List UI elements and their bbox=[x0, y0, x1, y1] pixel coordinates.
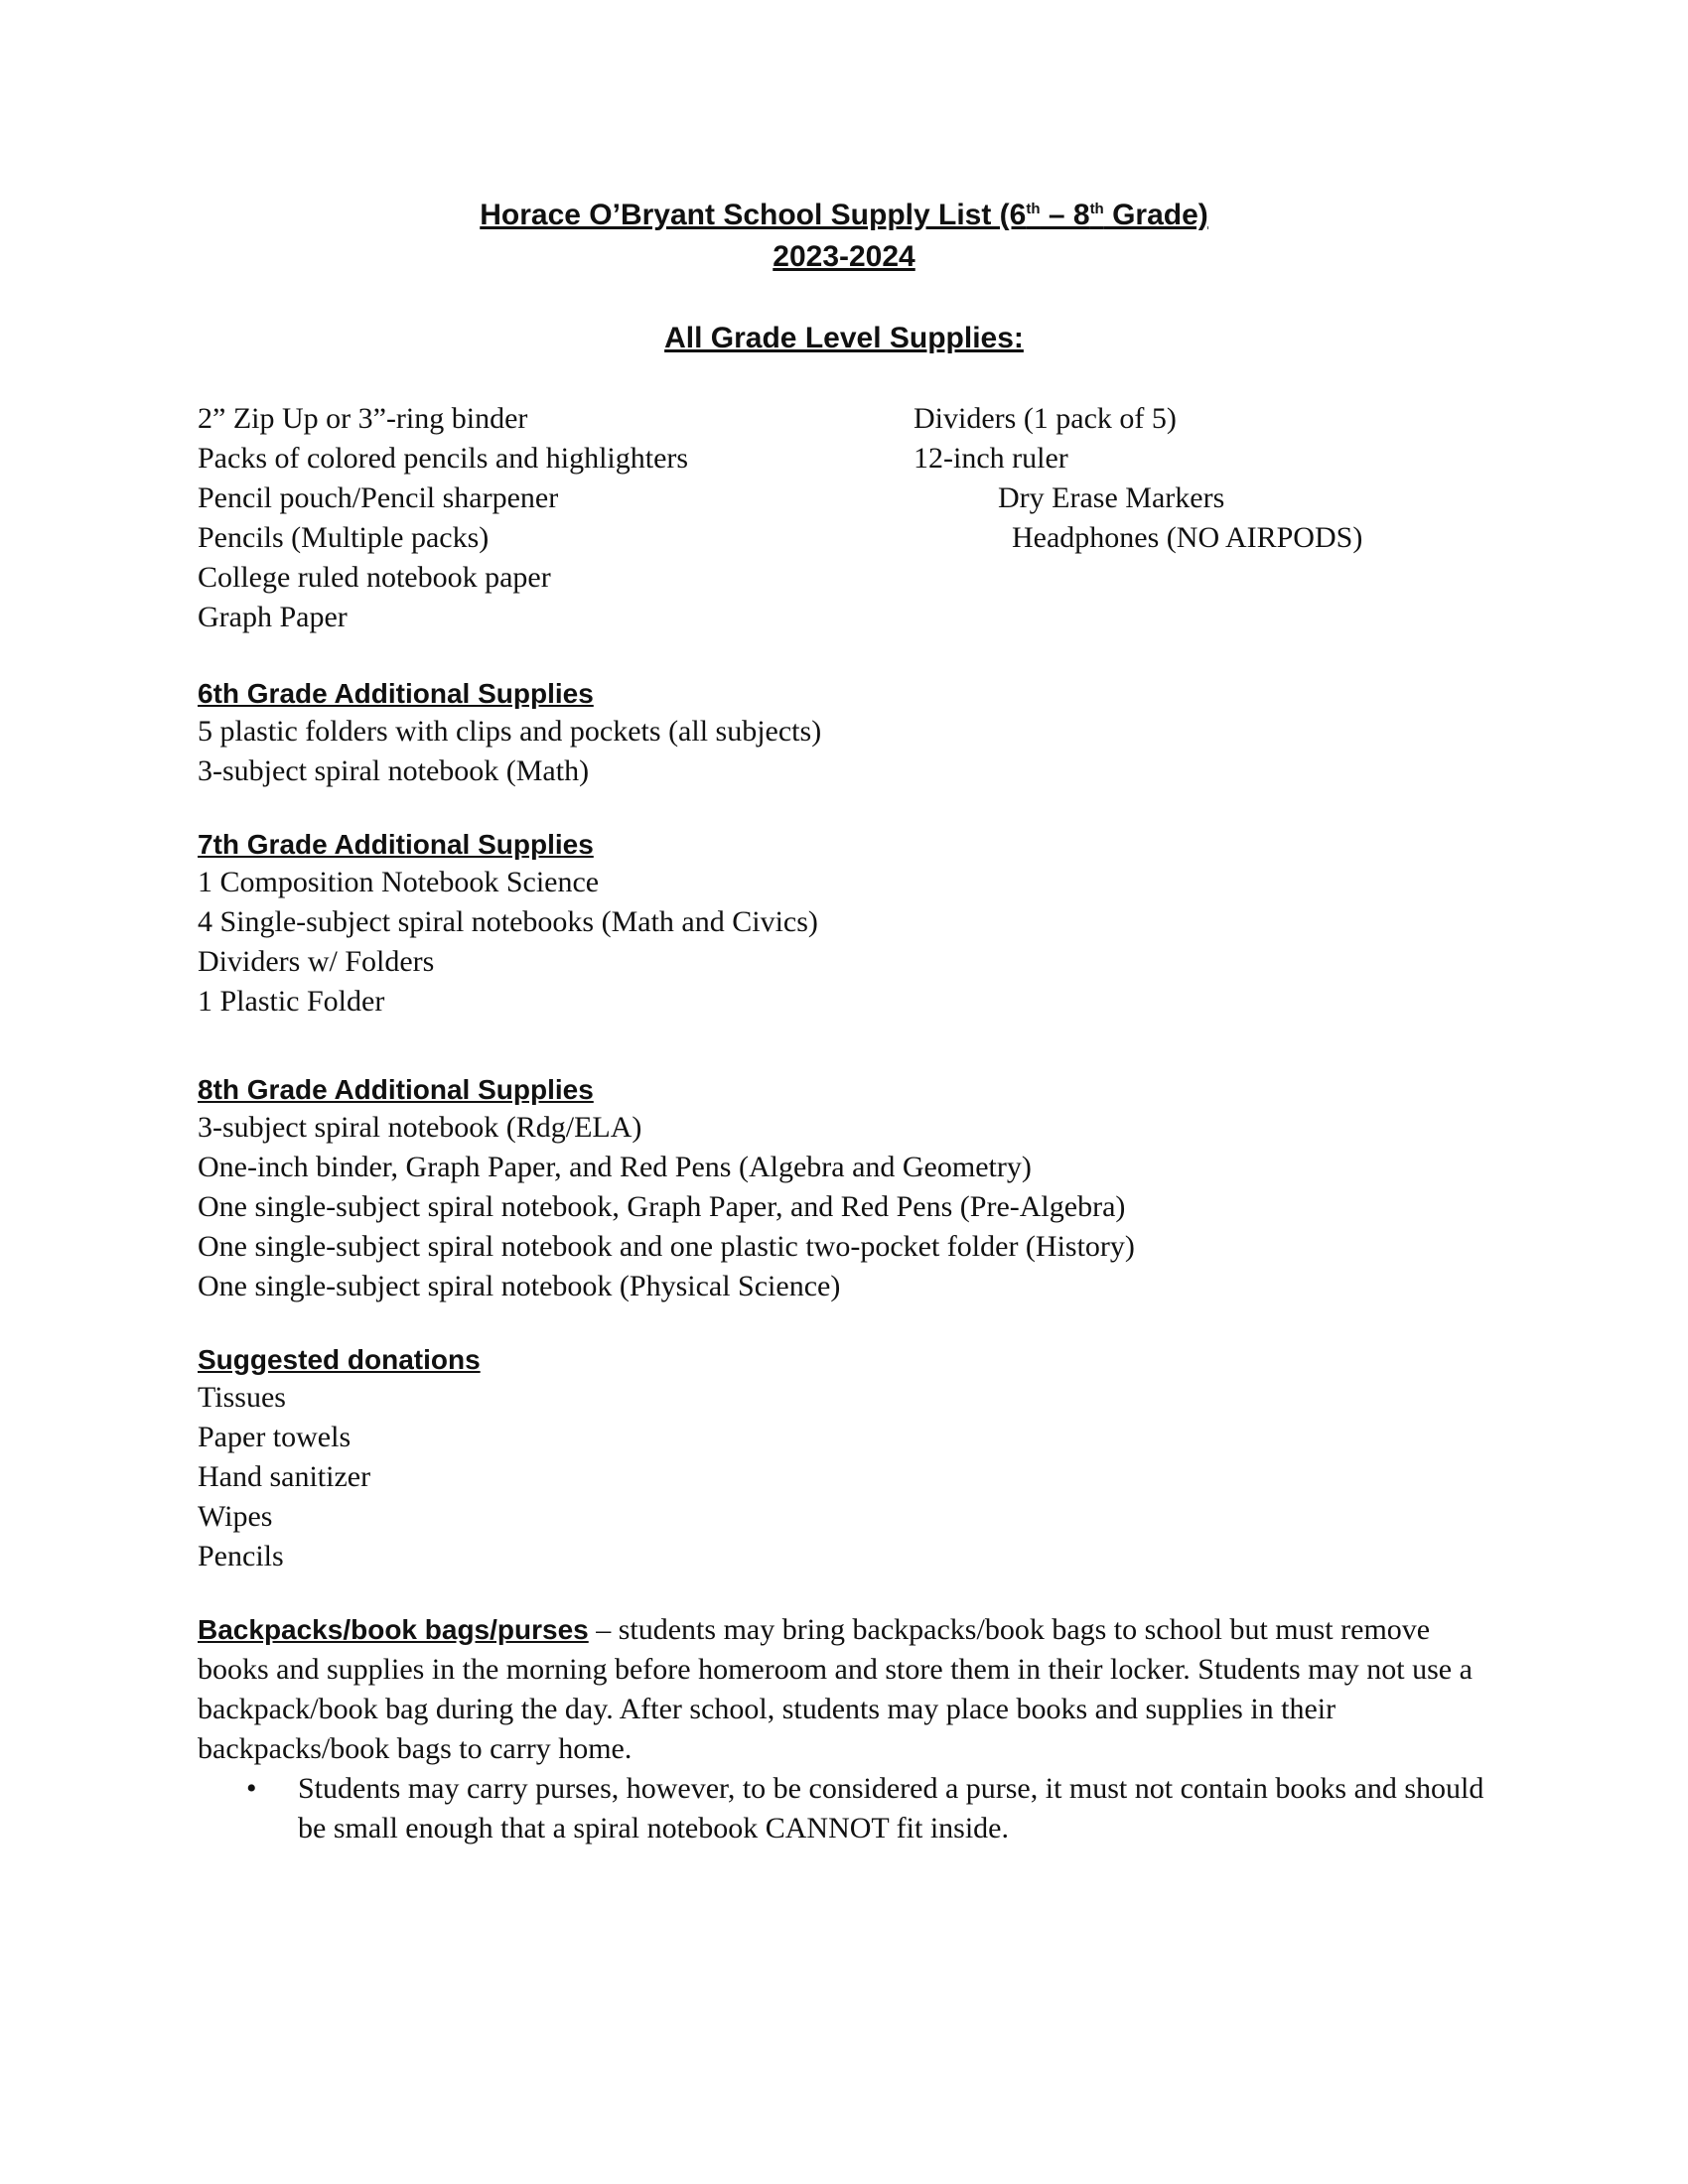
title-suffix: Grade) bbox=[1103, 199, 1208, 231]
all-grades-right-item: Dry Erase Markers bbox=[998, 481, 1225, 514]
title-sup-2: th bbox=[1089, 201, 1104, 217]
list-item: 1 Composition Notebook Science bbox=[198, 866, 600, 898]
list-item: Wipes bbox=[198, 1500, 273, 1533]
list-item: Paper towels bbox=[198, 1421, 352, 1453]
list-item: One single-subject spiral notebook (Physical Science) bbox=[198, 1270, 841, 1302]
donations-list bbox=[198, 1378, 370, 1576]
list-item: One single-subject spiral notebook, Graph Paper, and Red Pens (Pre-Algebra) bbox=[198, 1190, 1126, 1223]
list-item: 5 plastic folders with clips and pockets (all subjects) bbox=[198, 715, 822, 748]
grade7-heading: 7th Grade Additional Supplies bbox=[198, 829, 594, 860]
all-grades-right-item: Headphones (NO AIRPODS) bbox=[1012, 521, 1363, 554]
list-item: One-inch binder, Graph Paper, and Red Pens (Algebra and Geometry) bbox=[198, 1151, 1032, 1183]
all-grades-right-item: Dividers (1 pack of 5) bbox=[914, 402, 1177, 435]
all-grades-left-item: Pencil pouch/Pencil sharpener bbox=[198, 481, 559, 514]
title-mid: – 8 bbox=[1040, 199, 1090, 231]
list-item: Dividers w/ Folders bbox=[198, 945, 435, 978]
list-item: 3-subject spiral notebook (Math) bbox=[198, 754, 590, 787]
backpacks-paragraph bbox=[198, 1610, 1498, 1769]
purse-bullet-text: Students may carry purses, however, to be considered a purse, it must not contain books and should be small enough that a spiral notebook CANNOT fit inside. bbox=[298, 1772, 1484, 1844]
grade6-heading: 6th Grade Additional Supplies bbox=[198, 678, 594, 709]
all-grades-left-item: Packs of colored pencils and highlighters bbox=[198, 442, 689, 475]
all-grades-left-item: Pencils (Multiple packs) bbox=[198, 521, 490, 554]
all-grades-left-item: Graph Paper bbox=[198, 601, 348, 633]
backpacks-text: – students may bring backpacks/book bags to school but must remove books and supplies in the morning before homeroom and store them in their locker. Students may not use a backpack/book bag during the day. After school, students may place books and supplies in their backpacks/book bags to carry home. bbox=[198, 1613, 1473, 1765]
grade8-heading: 8th Grade Additional Supplies bbox=[198, 1074, 594, 1105]
school-year: 2023-2024 bbox=[773, 240, 915, 273]
all-grades-heading: All Grade Level Supplies: bbox=[664, 322, 1024, 354]
all-grades-left-item: College ruled notebook paper bbox=[198, 561, 551, 594]
bullet-icon: • bbox=[246, 1772, 257, 1805]
list-item: 1 Plastic Folder bbox=[198, 985, 385, 1018]
list-item: One single-subject spiral notebook and one plastic two-pocket folder (History) bbox=[198, 1230, 1135, 1263]
all-grades-left-item: 2” Zip Up or 3”-ring binder bbox=[198, 402, 528, 435]
title-sup-1: th bbox=[1026, 201, 1041, 217]
list-item: 4 Single-subject spiral notebooks (Math and Civics) bbox=[198, 905, 818, 938]
grade8-list bbox=[198, 1108, 1135, 1306]
list-item: Pencils bbox=[198, 1540, 284, 1572]
list-item: Tissues bbox=[198, 1381, 286, 1414]
title-prefix: Horace O’Bryant School Supply List (6 bbox=[480, 199, 1027, 231]
donations-heading: Suggested donations bbox=[198, 1344, 481, 1375]
list-item: Hand sanitizer bbox=[198, 1460, 371, 1493]
list-item: 3-subject spiral notebook (Rdg/ELA) bbox=[198, 1111, 642, 1144]
all-grades-right-item: 12-inch ruler bbox=[914, 442, 1068, 475]
backpacks-lead: Backpacks/book bags/purses bbox=[198, 1614, 589, 1645]
grade7-list bbox=[198, 863, 818, 1022]
purse-bullet bbox=[246, 1769, 1497, 1848]
page-title bbox=[0, 199, 1688, 232]
grade6-list bbox=[198, 712, 821, 791]
